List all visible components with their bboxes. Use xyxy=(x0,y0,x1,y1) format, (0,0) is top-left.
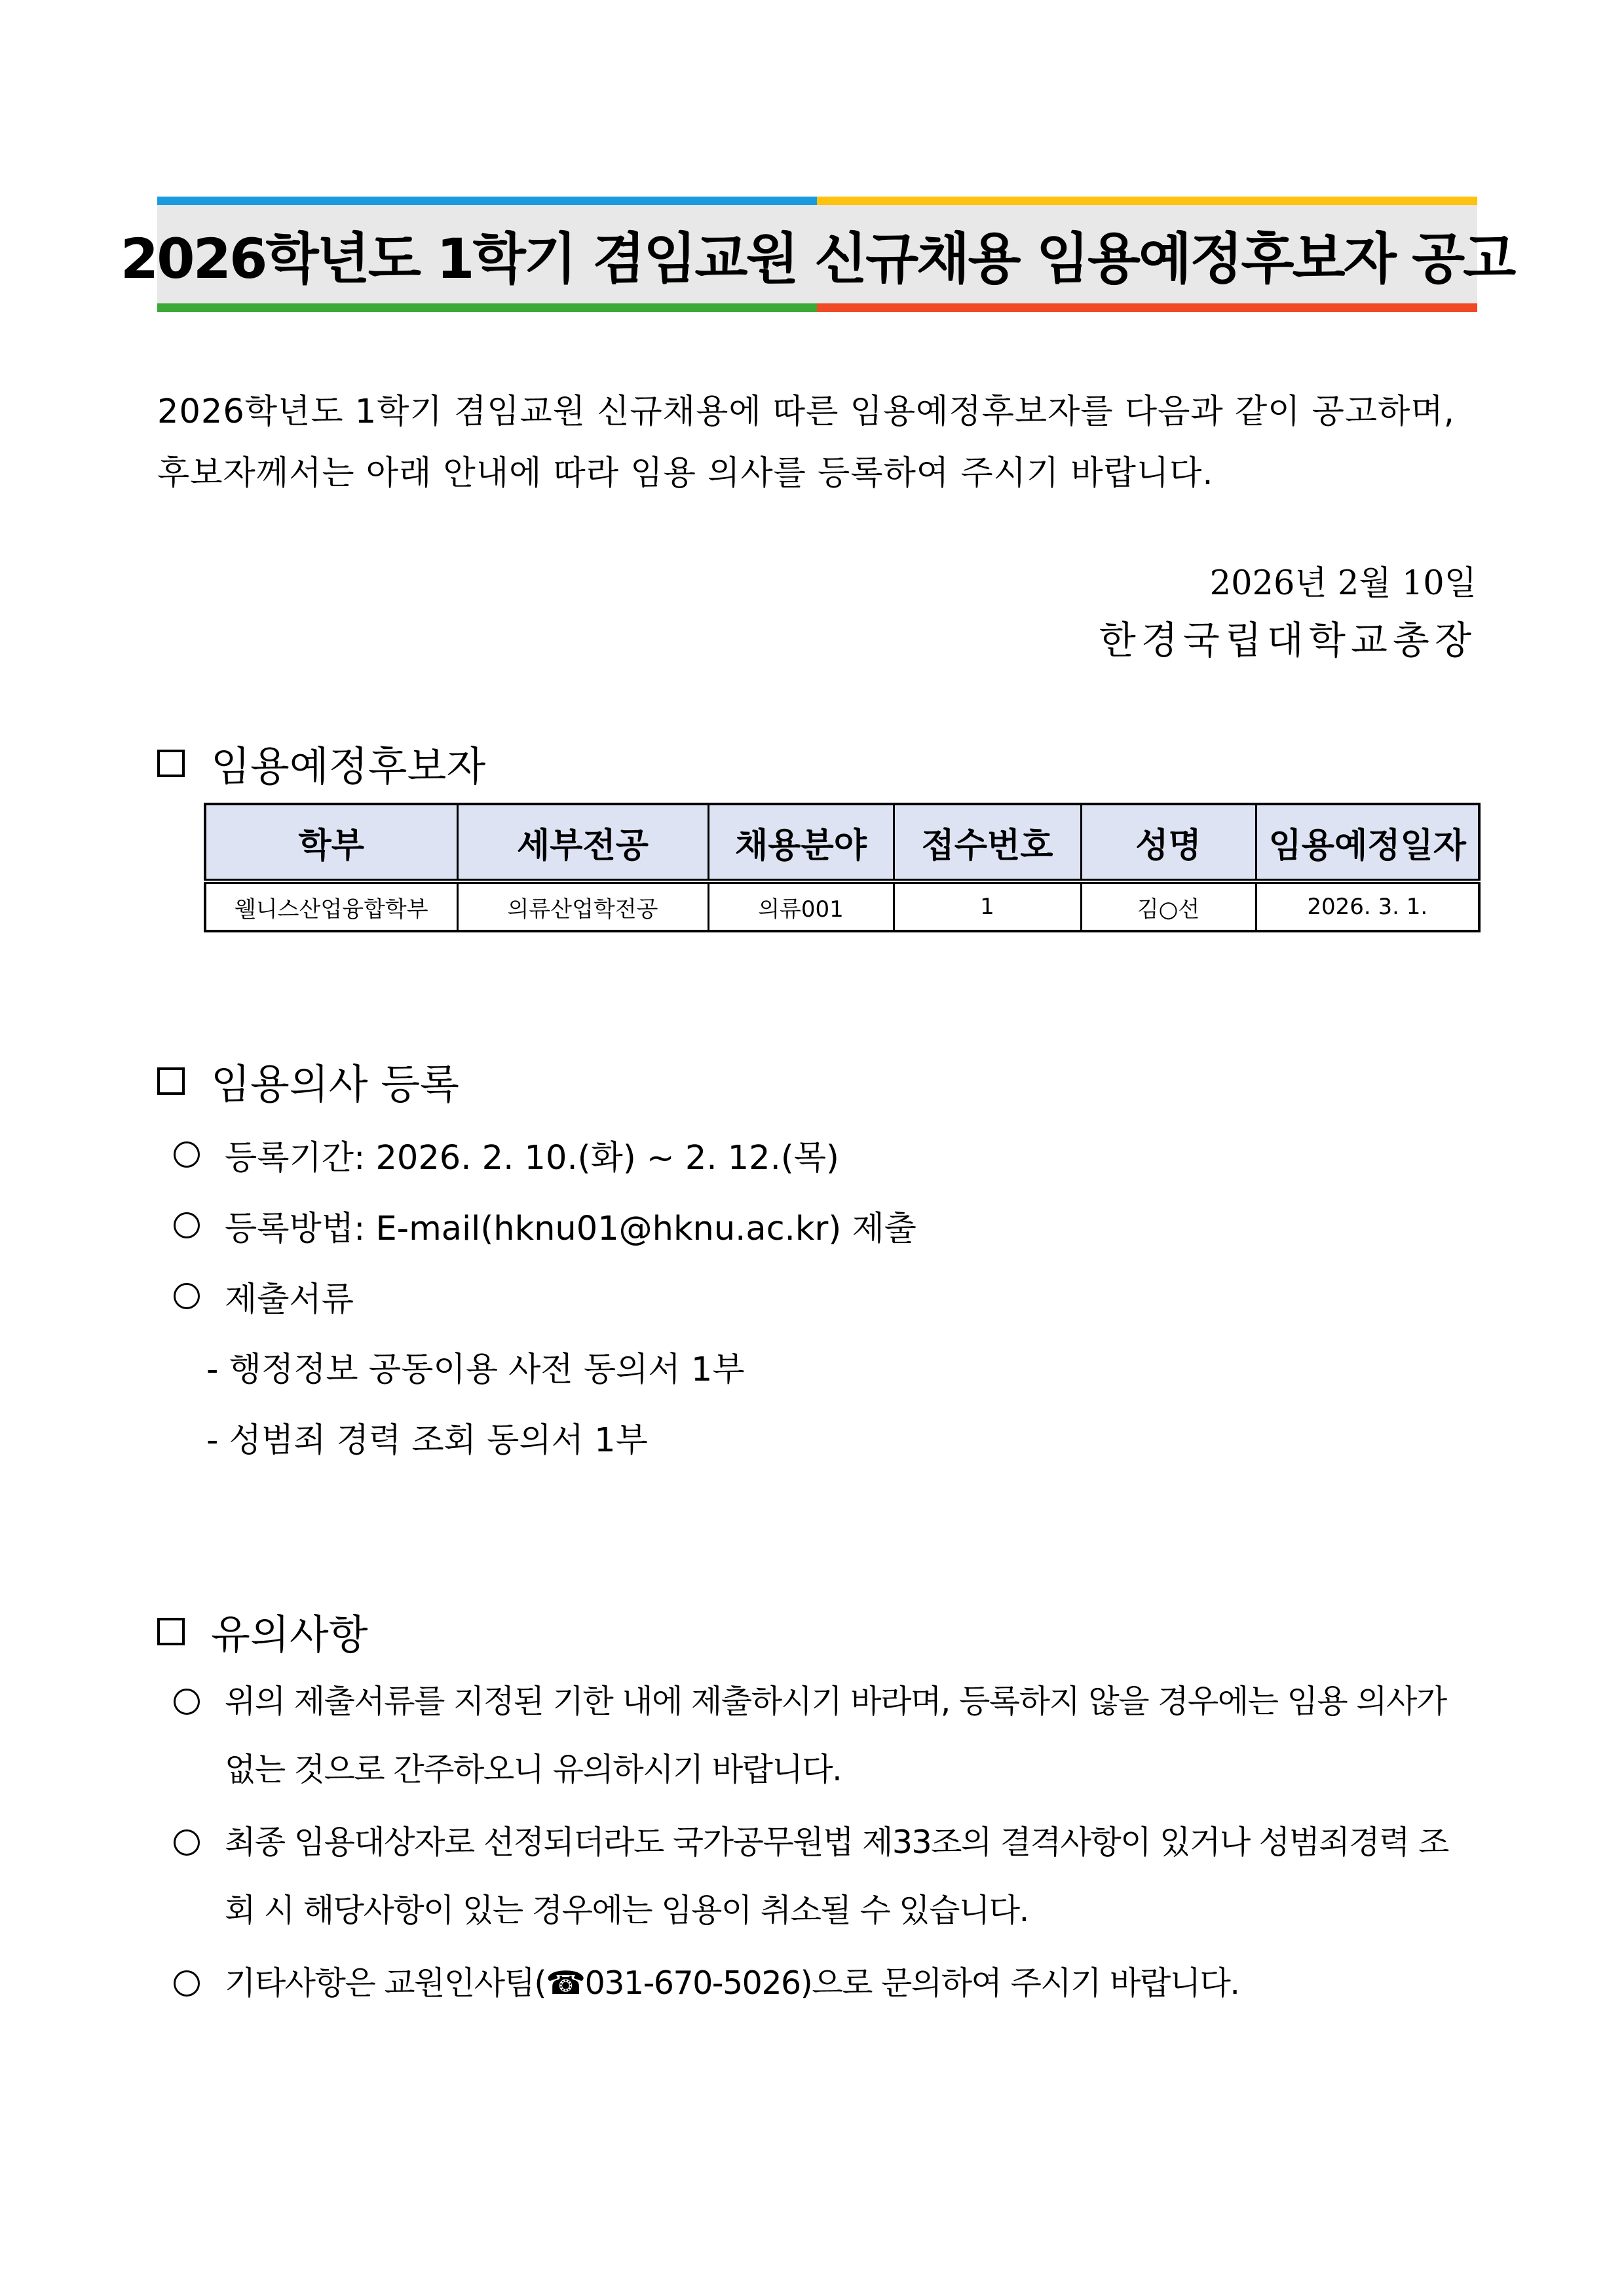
note-text-3: 기타사항은 교원인사팀(☎031-670-5026)으로 문의하여 주시기 바랍니다. xyxy=(225,1964,1239,2002)
section-registration-title: 임용의사 등록 xyxy=(211,1060,460,1108)
registration-period xyxy=(174,1130,839,1179)
column-header-field: 채용분야 xyxy=(708,804,894,881)
registration-method xyxy=(174,1201,916,1250)
cell-field: 의류001 xyxy=(708,881,894,931)
column-header-application-number: 접수번호 xyxy=(894,804,1081,881)
banner-top-left-bar xyxy=(157,197,817,205)
circle-bullet-icon xyxy=(174,1689,200,1715)
required-documents-text: 제출서류 xyxy=(225,1280,354,1319)
required-documents xyxy=(174,1272,354,1320)
cell-department: 웰니스산업융합학부 xyxy=(205,881,457,931)
cell-name: 김○선 xyxy=(1081,881,1256,931)
title-banner xyxy=(120,197,1515,312)
column-header-department: 학부 xyxy=(205,804,457,881)
document-item-2: - 성범죄 경력 조회 동의서 1부 xyxy=(206,1421,648,1460)
section-candidates-title: 임용예정후보자 xyxy=(211,742,486,790)
intro-line-2: 후보자께서는 아래 안내에 따라 임용 의사를 등록하여 주시기 바랍니다. xyxy=(157,454,1214,493)
column-header-major: 세부전공 xyxy=(457,804,708,881)
section-registration-heading xyxy=(157,1052,459,1110)
banner-box xyxy=(120,205,1515,303)
banner-bottom-right-bar xyxy=(817,303,1477,312)
section-notes-title: 유의사항 xyxy=(211,1611,368,1658)
table-row xyxy=(205,881,1479,931)
page-title: 2026학년도 1학기 겸임교원 신규채용 임용예정후보자 공고 xyxy=(120,226,1515,291)
banner-bottom-left-bar xyxy=(157,303,817,312)
intro-line-1: 2026학년도 1학기 겸임교원 신규채용에 따른 임용예정후보자를 다음과 같이 공고하며, xyxy=(157,392,1455,431)
registration-method-text: 등록방법: E-mail(hknu01@hknu.ac.kr) 제출 xyxy=(225,1210,917,1248)
circle-bullet-icon xyxy=(174,1829,200,1856)
banner-top-right-bar xyxy=(817,197,1477,205)
document-item-1: - 행정정보 공동이용 사전 동의서 1부 xyxy=(206,1350,745,1389)
square-bullet-icon xyxy=(157,1618,185,1645)
cell-application-number: 1 xyxy=(894,881,1081,931)
notice-date: 2026년 2월 10일 xyxy=(1209,564,1477,603)
cell-major: 의류산업학전공 xyxy=(457,881,708,931)
cell-appointment-date: 2026. 3. 1. xyxy=(1256,881,1479,931)
candidates-table xyxy=(204,803,1481,932)
column-header-name: 성명 xyxy=(1081,804,1256,881)
issuer-name: 한경국립대학교총장 xyxy=(1099,618,1477,662)
section-notes-heading xyxy=(157,1602,368,1660)
note-text-1: 위의 제출서류를 지정된 기한 내에 제출하시기 바라며, 등록하지 않을 경우에는 임용 의사가 없는 것으로 간주하오니 유의하시기 바랍니다. xyxy=(225,1683,1446,1788)
note-item-3 xyxy=(174,1949,1477,2018)
circle-bullet-icon xyxy=(174,1283,200,1309)
square-bullet-icon xyxy=(157,1067,185,1095)
section-candidates-heading xyxy=(157,734,485,792)
circle-bullet-icon xyxy=(174,1141,200,1168)
square-bullet-icon xyxy=(157,750,185,777)
registration-period-text: 등록기간: 2026. 2. 10.(화) ~ 2. 12.(목) xyxy=(225,1139,839,1177)
table-header-row xyxy=(205,804,1479,881)
circle-bullet-icon xyxy=(174,1970,200,1997)
circle-bullet-icon xyxy=(174,1212,200,1238)
note-item-1 xyxy=(174,1668,1477,1804)
note-item-2 xyxy=(174,1808,1477,1945)
column-header-appointment-date: 임용예정일자 xyxy=(1256,804,1479,881)
note-text-2: 최종 임용대상자로 선정되더라도 국가공무원법 제33조의 결격사항이 있거나 성범죄경력 조회 시 해당사항이 있는 경우에는 임용이 취소될 수 있습니다. xyxy=(225,1824,1448,1929)
